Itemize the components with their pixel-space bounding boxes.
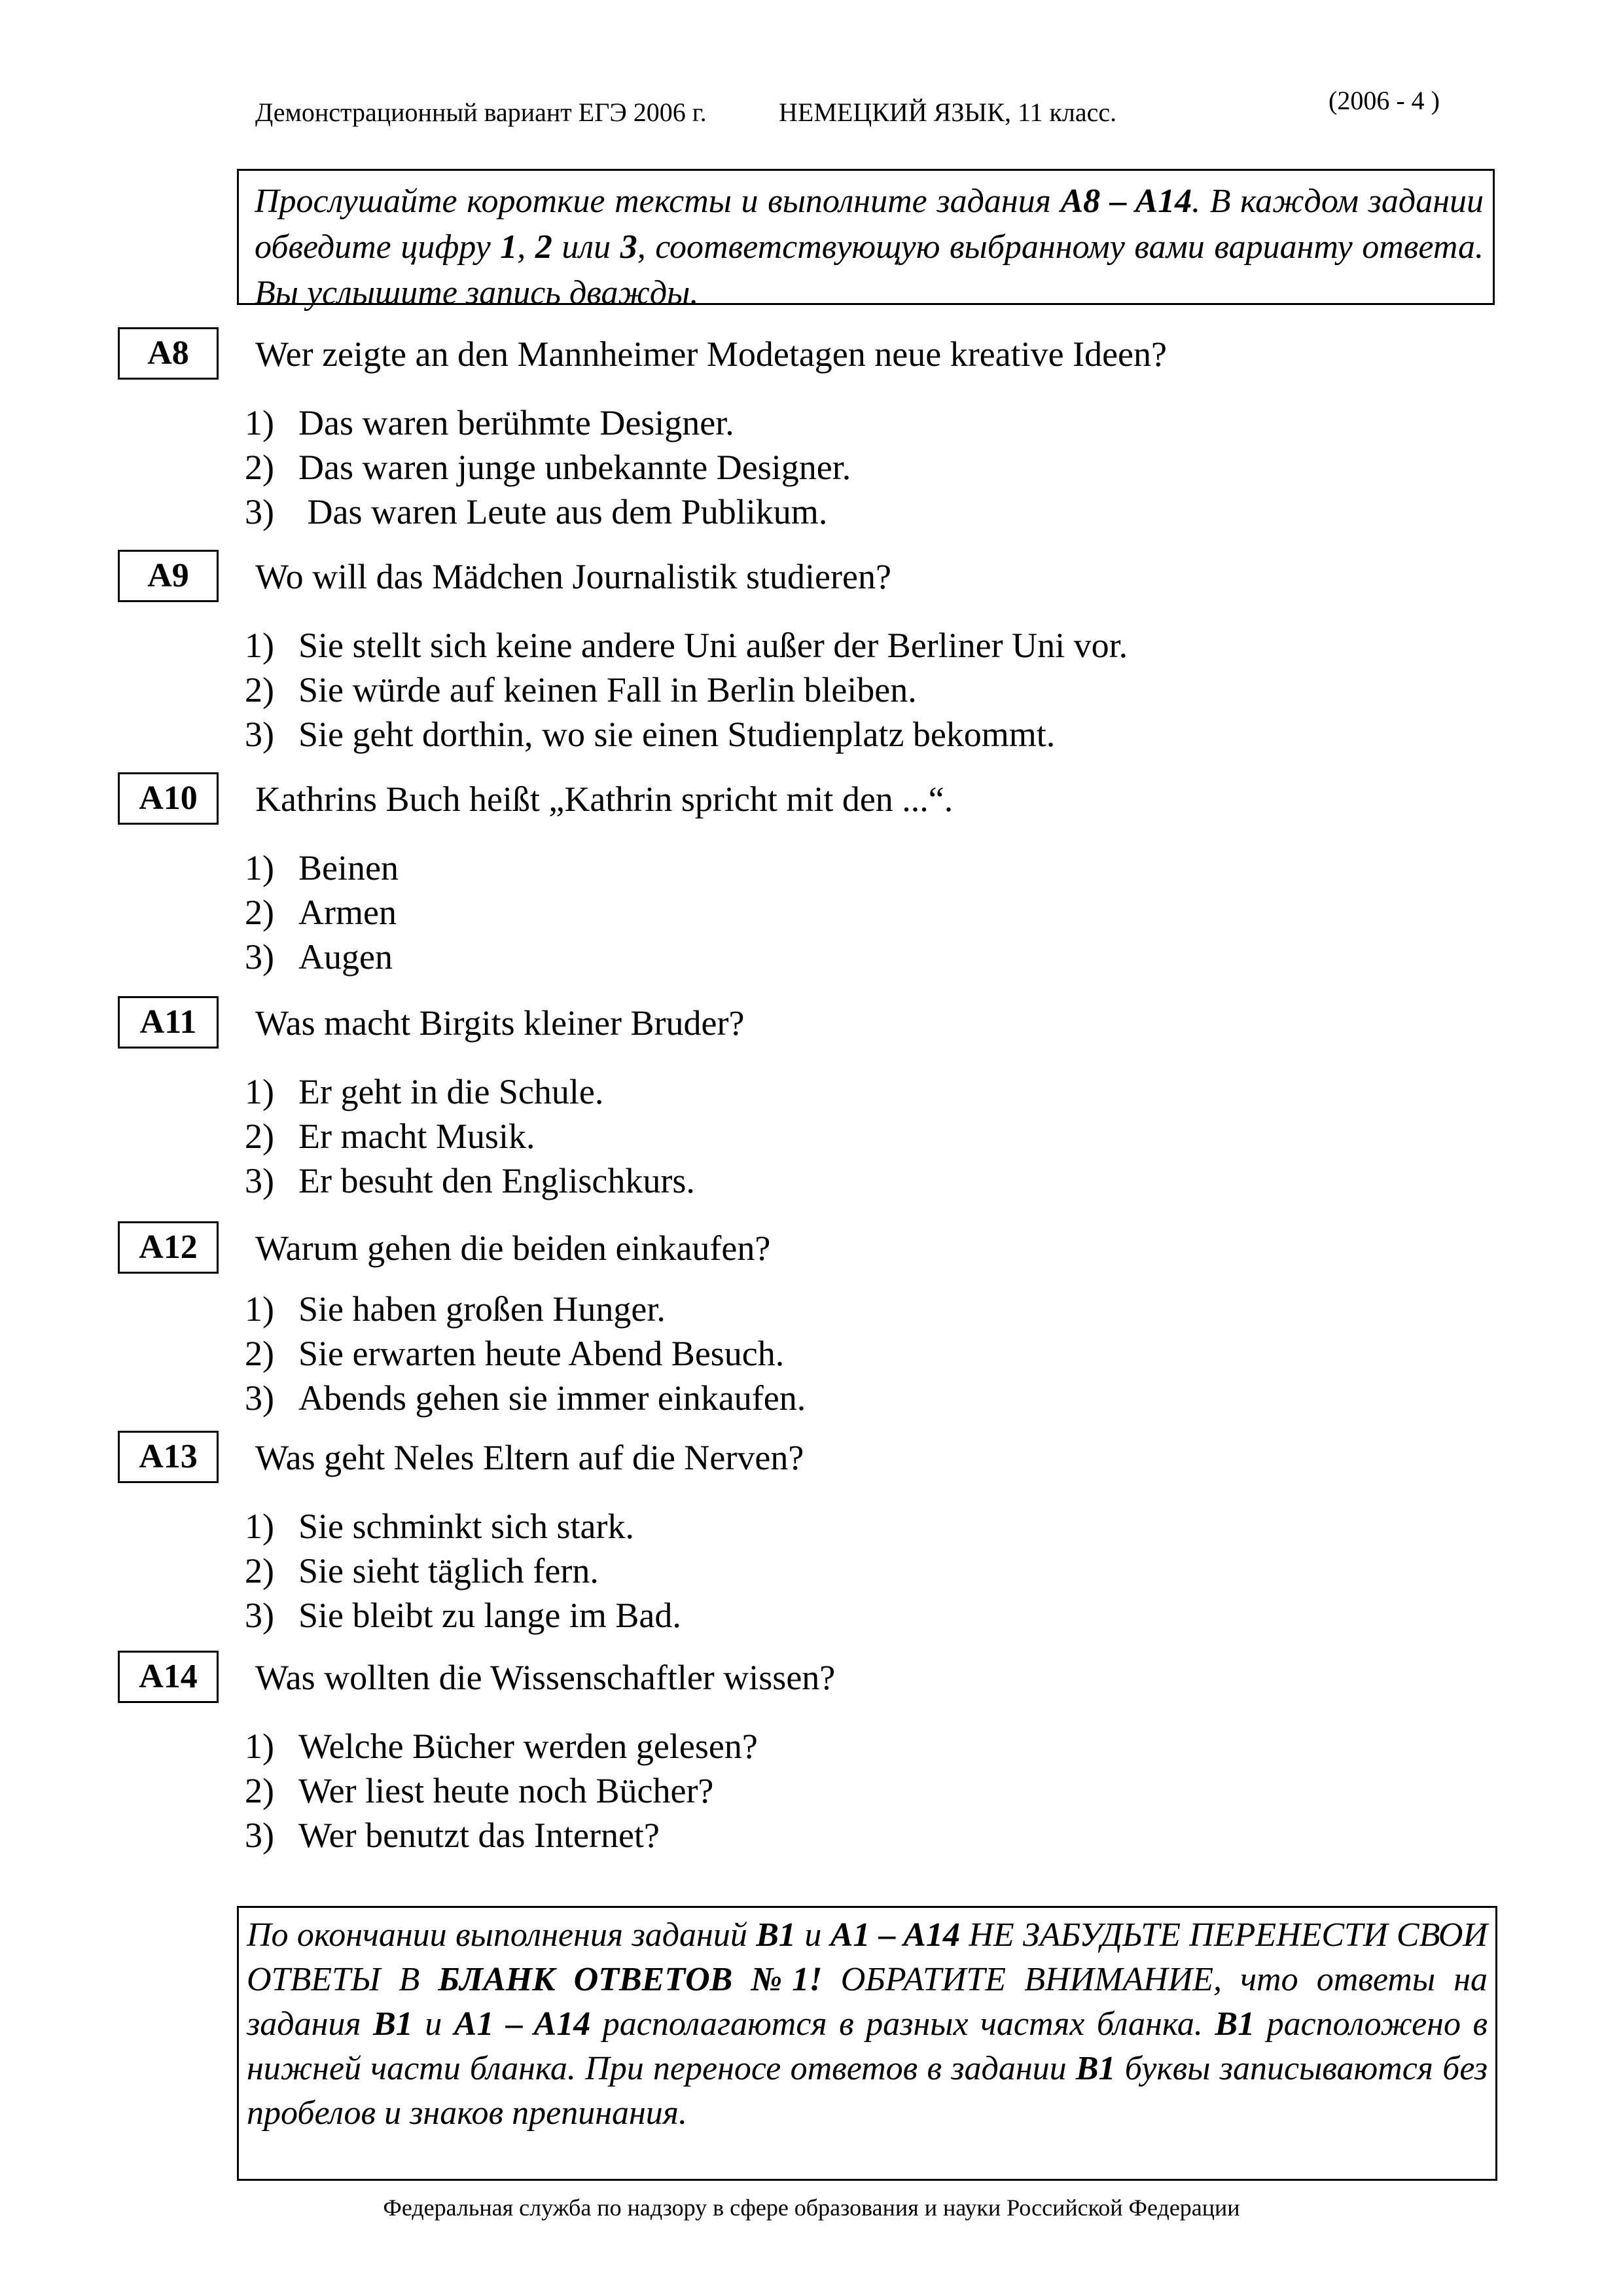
option-text: Sie bleibt zu lange im Bad. [298,1596,681,1635]
answer-option[interactable] [245,668,1128,712]
answer-option[interactable] [245,1768,758,1813]
instruction-number: 1 [500,228,518,266]
answer-option[interactable] [245,1504,681,1549]
task-question: Was wollten die Wissenschaftler wissen? [255,1658,836,1697]
option-number: 3) [245,1378,274,1418]
answer-option[interactable] [245,1376,806,1420]
option-text: Wer liest heute noch Bücher? [298,1771,714,1810]
answer-option[interactable] [245,1331,806,1376]
page-header [255,85,1499,137]
option-text: Abends gehen sie immer einkaufen. [298,1378,806,1418]
option-text: Er macht Musik. [298,1117,535,1156]
task-label: A14 [118,1651,219,1703]
answer-option[interactable] [245,1593,681,1638]
instruction-text: , [517,228,535,266]
option-number: 3) [245,492,274,531]
option-text: Das waren Leute aus dem Publikum. [298,492,828,531]
answer-option[interactable] [245,1549,681,1593]
option-number: 2) [245,448,274,487]
task-label: A9 [118,550,219,602]
option-number: 2) [245,1771,274,1810]
option-number: 3) [245,937,274,977]
task-question: Warum gehen die beiden einkaufen? [255,1229,771,1268]
option-text: Sie erwarten heute Abend Besuch. [298,1334,785,1373]
reminder-text: расположено в нижней части бланка. При переносе ответов в задании [247,2005,1488,2087]
page-footer: Федеральная служба по надзору в сфере образования и науки Российской Федерации [383,2195,1240,2221]
instruction-number: 2 [535,228,552,266]
reminder-bold: B1 [1215,2005,1255,2043]
reminder-text: располагаются в разных частях бланка. [590,2005,1215,2043]
instruction-box [237,169,1495,312]
option-text: Wer benutzt das Internet? [298,1816,660,1855]
exam-title: Демонстрационный вариант ЕГЭ 2006 г. [255,98,707,127]
answer-option[interactable] [245,890,399,935]
instruction-range: A8 – A14 [1060,183,1192,220]
reminder-box [237,1906,1497,2181]
reminder-bold: БЛАНК ОТВЕТОВ №1! [438,1961,823,1998]
instruction-text: Прослушайте короткие тексты и выполните задания [255,183,1061,220]
task-question: Wo will das Mädchen Journalistik studieren? [255,557,891,596]
option-number: 2) [245,670,274,709]
answer-options [245,1069,695,1203]
option-number: 1) [245,403,274,442]
reminder-text: ОБРАТИТЕ ВНИМАНИЕ, что ответы на задания [247,1961,1488,2043]
answer-option[interactable] [245,1158,695,1203]
reminder-bold: A1 – A14 [830,1916,960,1954]
option-number: 2) [245,1334,274,1373]
reminder-bold: B1 [1075,2050,1116,2087]
option-number: 1) [245,848,274,888]
answer-option[interactable] [245,490,851,534]
subject-title: НЕМЕЦКИЙ ЯЗЫК, 11 класс. [779,98,1117,127]
option-text: Er besuht den Englischkurs. [298,1161,695,1200]
reminder-text: По окончании выполнения заданий [247,1916,757,1954]
answer-options [245,623,1128,757]
option-text: Sie würde auf keinen Fall in Berlin bleiben. [298,670,917,709]
option-number: 3) [245,1596,274,1635]
option-text: Sie haben großen Hunger. [298,1289,666,1329]
instruction-number: 3 [620,228,637,266]
option-text: Welche Bücher werden gelesen? [298,1727,758,1766]
answer-options [245,1504,681,1638]
answer-option[interactable] [245,445,851,490]
reminder-text: НЕ ЗАБУДЬТЕ ПЕРЕНЕСТИ СВОИ ОТВЕТЫ В [247,1916,1488,1998]
answer-option[interactable] [245,1813,758,1857]
reminder-bold: B1 [373,2005,413,2043]
instruction-text: или [552,228,620,266]
option-text: Das waren berühmte Designer. [298,403,734,442]
task-label: A10 [118,772,219,825]
answer-options [245,846,399,979]
task-question: Was macht Birgits kleiner Bruder? [255,1003,745,1043]
option-number: 2) [245,1551,274,1590]
option-number: 1) [245,1727,274,1766]
answer-option[interactable] [245,1724,758,1768]
option-number: 2) [245,1117,274,1156]
answer-option[interactable] [245,401,851,445]
option-text: Armen [298,893,397,932]
option-text: Das waren junge unbekannte Designer. [298,448,851,487]
task-label: A13 [118,1431,219,1483]
page-code: (2006 - 4 ) [1329,86,1440,115]
answer-option[interactable] [245,935,399,979]
option-number: 3) [245,1816,274,1855]
answer-options [245,401,851,534]
option-text: Sie schminkt sich stark. [298,1507,634,1546]
option-number: 3) [245,715,274,754]
option-text: Beinen [298,848,399,888]
reminder-text: буквы записываются без пробелов и знаков препинания. [247,2050,1488,2132]
answer-options [245,1724,758,1857]
reminder-bold: A1 – A14 [454,2005,591,2043]
option-text: Er geht in die Schule. [298,1072,604,1111]
reminder-text: и [412,2005,454,2043]
answer-option[interactable] [245,846,399,890]
answer-option[interactable] [245,1114,695,1158]
option-text: Augen [298,937,393,977]
answer-option[interactable] [245,623,1128,668]
answer-option[interactable] [245,712,1128,757]
answer-option[interactable] [245,1287,806,1331]
option-number: 1) [245,1507,274,1546]
option-text: Sie stellt sich keine andere Uni außer der Berliner Uni vor. [298,626,1128,665]
task-question: Wer zeigte an den Mannheimer Modetagen neue kreative Ideen? [255,334,1167,374]
option-number: 3) [245,1161,274,1200]
task-label: A11 [118,996,219,1049]
answer-option[interactable] [245,1069,695,1114]
task-question: Kathrins Buch heißt „Kathrin spricht mit den ...“. [255,780,954,819]
reminder-bold: B1 [756,1916,796,1954]
instruction-text: . В каждом задании обведите цифру [255,183,1484,266]
option-number: 2) [245,893,274,932]
task-label: A12 [118,1221,219,1274]
answer-options [245,1287,806,1420]
option-text: Sie sieht täglich fern. [298,1551,599,1590]
option-number: 1) [245,626,274,665]
instruction-text: , соответствующую выбранному вами варианту ответа. Вы услышите запись дважды. [255,228,1484,312]
task-question: Was geht Neles Eltern auf die Nerven? [255,1438,804,1477]
reminder-text: и [795,1916,830,1954]
option-number: 1) [245,1072,274,1111]
task-label: A8 [118,327,219,380]
option-text: Sie geht dorthin, wo sie einen Studienplatz bekommt. [298,715,1056,754]
option-number: 1) [245,1289,274,1329]
